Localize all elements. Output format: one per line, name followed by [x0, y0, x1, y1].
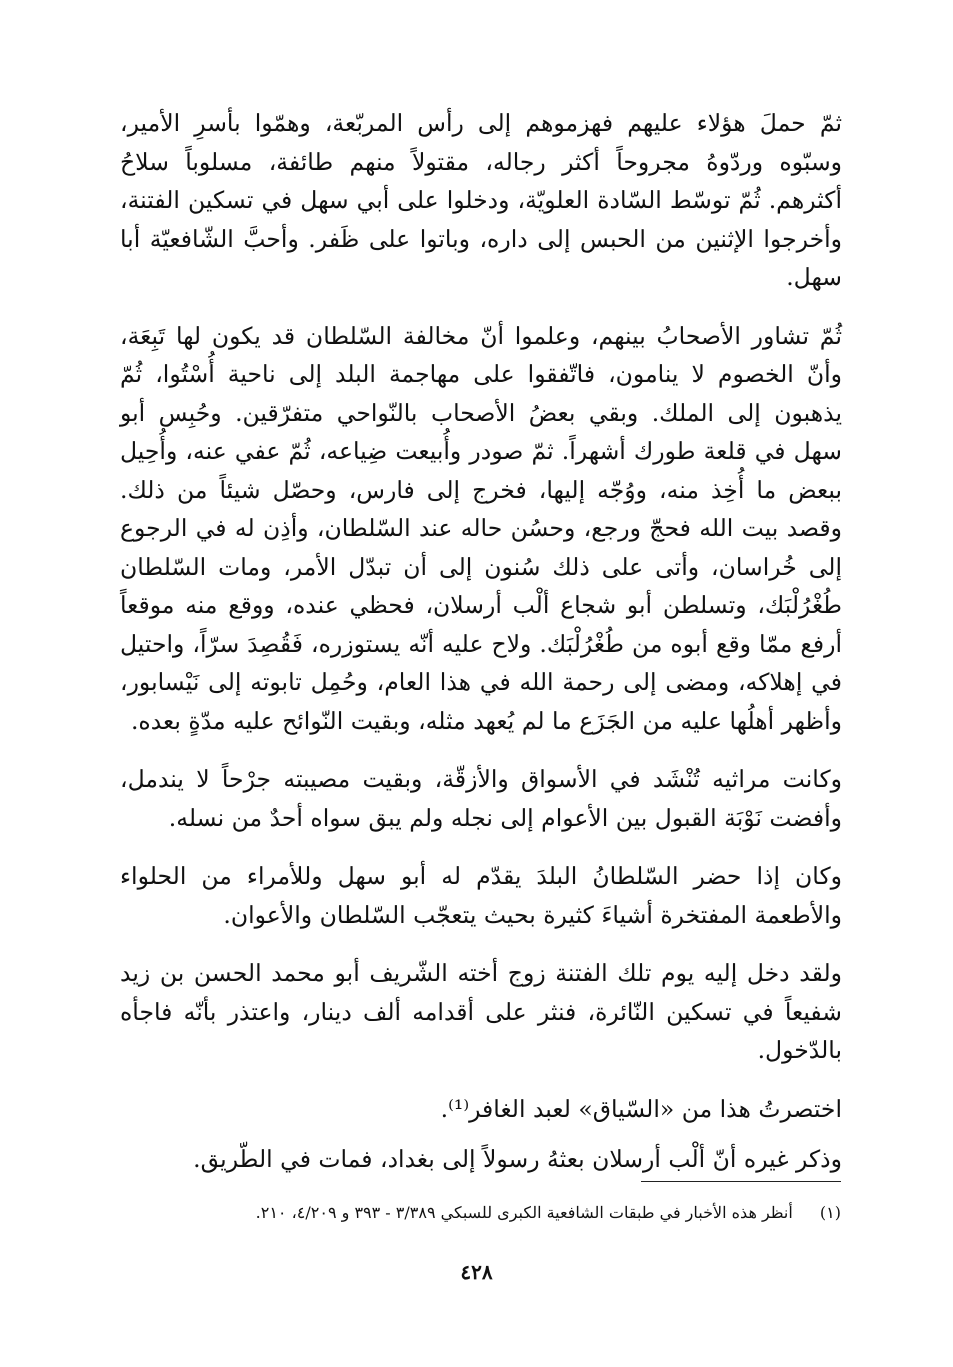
footnote — [111, 1200, 841, 1226]
paragraph-4: وكان إذا حضر السّلطانُ البلدَ يقدّم له أبو سهل وللأمراء من الحلواء والأطعمة المفتخرة أشياءَ كثيرة بحيث يتعجّب السّلطان والأعوان. — [120, 862, 842, 929]
paragraph-5: ولقد دخل إليه يوم تلك الفتنة زوج أخته الشّريف أبو محمد الحسن بن زيد شفيعاً في تسكين النّائرة، فنثر على أقدامه ألف دينار، واعتذر بأنّه فاجأه بالدّخول. — [120, 959, 842, 1064]
footnote-number: (١) — [819, 1203, 841, 1222]
footnote-divider — [641, 1181, 841, 1182]
footnote-text: أنظر هذه الأخبار في طبقات الشافعية الكبرى للسبكي ٣/٣٨٩ - ٣٩٣ و ٤/٢٠٩، ٢١٠. — [255, 1203, 793, 1222]
paragraph-6: اختصرتُ هذا من «السّياق» لعبد الغافر⁽¹⁾. — [440, 1094, 842, 1123]
paragraph-3: وكانت مراثيه تُنْشَد في الأسواق والأزقّة، وبقيت مصيبته جرْحاً لا يندمل، وأفضت نَوْبَة القبول بين الأعوام إلى نجله ولم يبق سواه أحدٌ من نسله. — [120, 765, 842, 832]
paragraph-1: ثمّ حملَ هؤلاء عليهم فهزموهم إلى رأس المربّعة، وهمّوا بأسرِ الأمير، وسبّوه وردّوهُ مجروحاً أكثر رجاله، مقتولاً منهم طائفة، مسلوباً سلاحُ أكثرهم. ثُمّ توسّط السّادة العلويّة، ودخلوا على أبي سهل في تسكين الفتنة، وأخرجوا الإثنين من الحبس إلى داره، وباتوا على ظَفر. وأحبَّ الشّافعيّة أبا سهل. — [120, 109, 842, 291]
paragraph-2: ثُمّ تشاور الأصحابُ بينهم، وعلموا أنّ مخالفة السّلطان قد يكون لها تَبِعَة، وأنّ الخصوم لا ينامون، فاتّفقوا على مهاجمة البلد إلى ناحية أُسْتُوا، ثُمّ يذهبون إلى الملك. وبقي بعضُ الأصحاب بالنّواحي متفرّقين. وحُبِس أبو سهل في قلعة طورك أشهراً. ثمّ صودر وأُبيعت ضِياعه، ثُمّ عفي عنه، وأُحِيل ببعض ما أُخِذ منه، ووُجّه إليها، فخرج إلى فارس، وحصّل شيئاً من ذلك. وقصد بيت الله فحجّ ورجع، وحسُن حاله عند السّلطان، وأذِن له في الرجوع إلى خُراسان، وأتى على ذلك سُنون إلى أن تبدّل الأمر، ومات السّلطان طُغْرُلْبَك، وتسلطن أبو شجاع ألْب أرسلان، فحظي عنده، ووقع منه موقعاً أرفع ممّا وقع أبوه من طُغْرُلْبَك. ولاح عليه أنّه يستوزره، فَقُصِدَ سرّاً، واحتيل في إهلاكه، ومضى إلى رحمة الله في هذا العام، وحُمِل تابوته إلى نَيْسابور، وأظهر أهلُها عليه من الجَزَع ما لم يُعهد مثله، وبقيت النّوائح عليه مدّةٍ بعده. — [120, 321, 842, 735]
paragraph-7: وذكر غيره أنّ ألْب أرسلان بعثهُ رسولاً إلى بغداد، فمات في الطّريق. — [193, 1145, 842, 1173]
main-text — [120, 104, 842, 1191]
page-number: ٤٢٨ — [460, 1260, 493, 1284]
